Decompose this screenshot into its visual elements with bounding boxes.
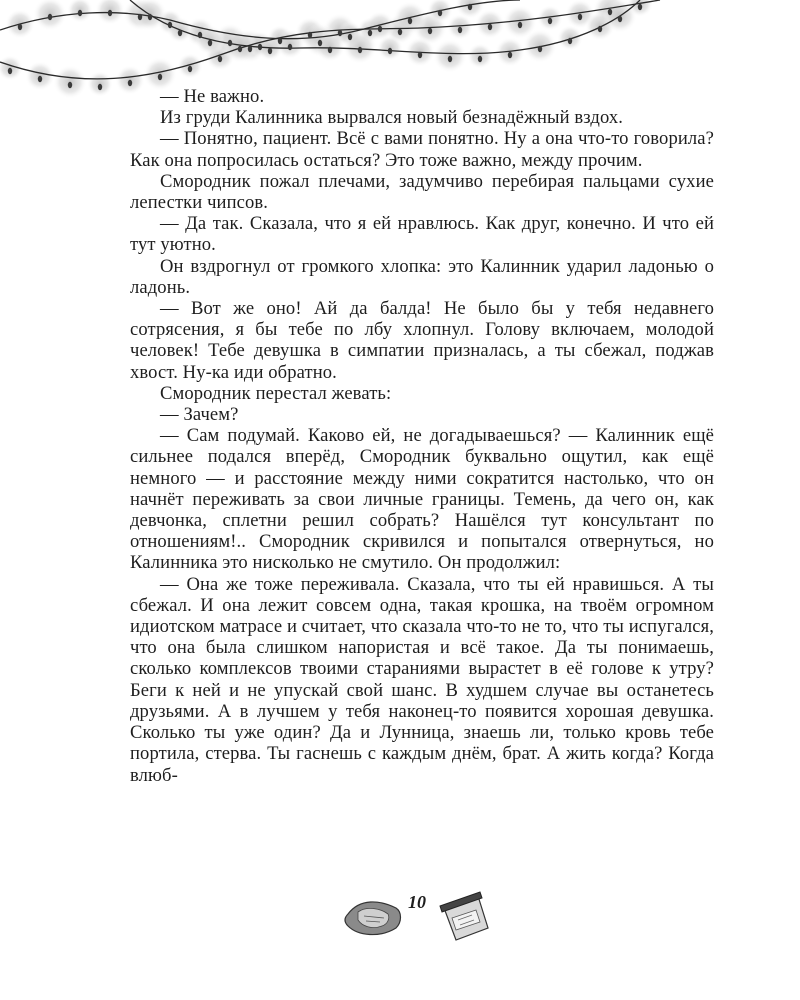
light-bulb	[168, 22, 172, 28]
paragraph: Из груди Калинника вырвался новый безнадёжный вздох.	[160, 107, 624, 129]
paragraph: — Да так. Сказала, что я ей нравлюсь. Как друг, конечно. И что ей тут уютно.	[130, 213, 714, 256]
light-bulb	[448, 56, 452, 62]
light-bulb	[508, 52, 512, 58]
light-bulb	[68, 82, 72, 88]
light-bulb	[438, 10, 442, 16]
paragraph: Смородник перестал жевать:	[160, 382, 392, 404]
light-bulb	[388, 48, 392, 54]
paragraph: Он вздрогнул от громкого хлопка: это Калинник ударил ладонью о ладонь.	[130, 255, 714, 298]
page-number: 10	[408, 892, 426, 912]
light-bulb	[8, 68, 12, 74]
light-bulb	[518, 22, 522, 28]
light-bulb	[198, 32, 202, 38]
light-bulb	[538, 46, 542, 52]
light-bulb	[268, 48, 272, 54]
paragraph: — Не важно.	[160, 86, 265, 107]
light-bulb	[108, 10, 112, 16]
light-bulb	[378, 26, 382, 32]
light-bulb	[598, 26, 602, 32]
light-bulb	[148, 14, 152, 20]
light-bulb	[608, 9, 612, 15]
light-bulb	[578, 14, 582, 20]
paragraph: — Она же тоже переживала. Сказала, что ты ей нравишься. А ты сбежал. И она лежит совсем одна, такая крошка, на твоём огромном идиотском матрасе и считает, что сказала что-то не то, что ты испугался, что она была слишком напористая и всё такое. Да ты понимаешь, сколько комплексов твоими стараниями вырастет в её голове к утру? Беги к ней и не упускай свой шанс. В худшем случае вы останетесь друзьями. А в лучшем у тебя наконец-то появится хорошая девушка. Сколько ты уже один? Да и Лунница, знаешь ли, только кровь тебе портила, стерва. Ты гаснешь с каждым днём, брат. А жить когда? Когда влюб-	[130, 573, 714, 786]
light-bulb	[418, 52, 422, 58]
paragraph: Смородник пожал плечами, задумчиво перебирая пальцами сухие лепестки чипсов.	[130, 170, 714, 214]
light-bulb	[428, 28, 432, 34]
light-bulb	[488, 24, 492, 30]
paragraph: — Сам подумай. Каково ей, не догадываешься? — Калинник ещё сильнее подался вперёд, Смородник буквально ощутил, как ещё немного — и расстояние между ними сократится настолько, что он начнёт переживать за свои личные границы. Темень, да чего он, как девчонка, сплетни решил собрать? Нашёлся тут консультант по отношениям!.. Смородник скривился и попытался отвернуться, но Калинника это нисколько не смутило. Он продолжил:	[130, 425, 714, 574]
light-bulb	[368, 30, 372, 36]
light-bulb	[328, 47, 332, 53]
light-bulb	[138, 14, 142, 20]
light-bulb	[638, 4, 642, 10]
light-bulb	[548, 18, 552, 24]
light-bulb	[248, 46, 252, 52]
light-bulb	[208, 40, 212, 46]
light-bulb	[478, 56, 482, 62]
light-bulb	[468, 4, 472, 10]
light-bulb	[338, 30, 342, 36]
light-bulb	[38, 76, 42, 82]
light-bulb	[258, 44, 262, 50]
light-bulb	[348, 34, 352, 40]
light-bulb	[48, 14, 52, 20]
light-bulb	[188, 66, 192, 72]
light-bulb	[308, 32, 312, 38]
light-bulb	[398, 29, 402, 35]
light-bulb	[318, 40, 322, 46]
light-bulb	[158, 74, 162, 80]
light-bulb	[228, 40, 232, 46]
paragraph: — Зачем?	[160, 404, 239, 426]
light-bulb	[458, 27, 462, 33]
coffee-cup-icon	[440, 892, 488, 940]
light-bulb	[288, 44, 292, 50]
light-bulb	[408, 18, 412, 24]
light-bulb	[278, 38, 282, 44]
light-bulb	[78, 10, 82, 16]
paragraph: — Вот же оно! Ай да балда! Не было бы у тебя недавнего сотрясения, я бы тебе по лбу хлопнул. Голову включаем, молодой человек! Тебе девушка в симпатии призналась, а ты сбежал, поджав хвост. Ну-ка иди обратно.	[130, 298, 714, 383]
paragraph: — Понятно, пациент. Всё с вами понятно. Ну а она что-то говорила? Как она попросилась остаться? Это тоже важно, между прочим.	[130, 128, 714, 171]
page-text	[130, 86, 714, 786]
light-bulb	[568, 38, 572, 44]
light-bulb	[178, 30, 182, 36]
chips-packet-icon	[345, 902, 401, 935]
light-bulb	[618, 16, 622, 22]
light-bulb	[238, 46, 242, 52]
light-bulb	[18, 24, 22, 30]
light-bulb	[98, 84, 102, 90]
light-bulb	[358, 47, 362, 53]
light-bulb	[218, 56, 222, 62]
